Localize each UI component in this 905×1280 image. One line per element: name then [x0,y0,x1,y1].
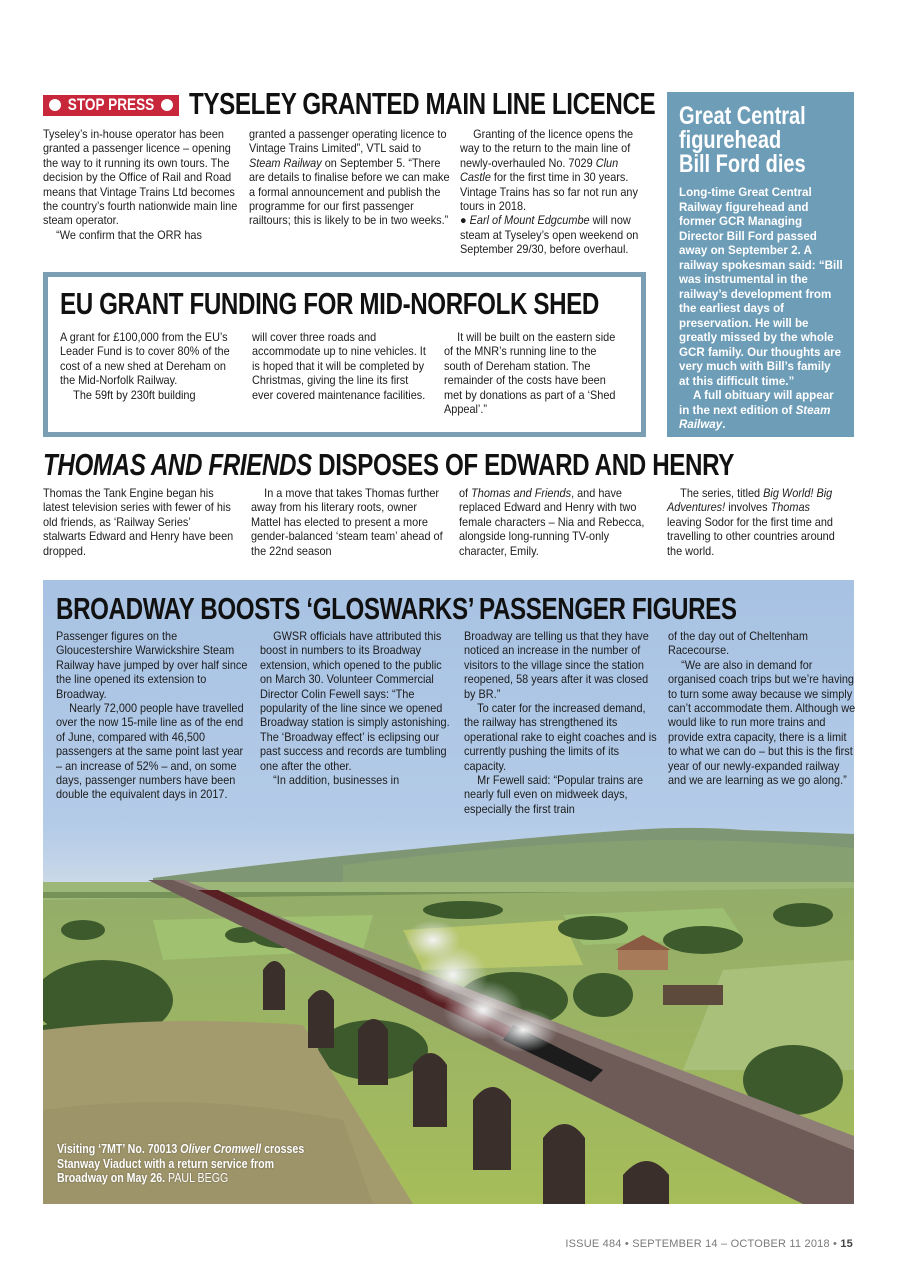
photo-caption: Visiting ‘7MT’ No. 70013 Oliver Cromwell crosses Stanway Viaduct with a return service from Broadway on May 26. PAUL BEGG [57,1142,305,1185]
article-column: In a move that takes Thomas further away from his literary roots, owner Mattel has elected to present a more gender-balanced ‘steam team’ ahead of the 22nd season [251,487,443,558]
page-footer: ISSUE 484 • SEPTEMBER 14 – OCTOBER 11 2018 • 15 [565,1238,853,1250]
headline: BROADWAY BOOSTS ‘GLOSWARKS’ PASSENGER FIGURES [56,591,737,626]
headline: TYSELEY GRANTED MAIN LINE LICENCE [189,86,656,121]
article-column: granted a passenger operating licence to Vintage Trains Limited”, VTL said to Steam Railway on September 5. “There are details to finalise before we can make a formal announcement and publish the programme for our first passenger railtours; this is likely to be in two weeks.” [249,128,450,228]
article-column: It will be built on the eastern side of the MNR’s running line to the south of Dereham station. The remainder of the costs have been met by donations as part of a ‘Shed Appeal’.” [443,331,616,417]
stop-press-section [43,86,656,258]
stop-press-badge: STOP PRESS [43,95,179,116]
bullet-icon [49,99,61,111]
photo-credit: PAUL BEGG [168,1171,229,1185]
article-column: Passenger figures on the Gloucestershire Warwickshire Steam Railway have jumped by over half since the line opened its extension to Broadway. Nearly 72,000 people have travelled over the now 15-mile line as of the end of June, compared with 46,500 passengers at the same point last year – an increase of 52% – and, on some days, passenger numbers have been double the equivalent days in 2017. [56,630,248,802]
bullet-icon [161,99,173,111]
article-column: A grant for £100,000 from the EU’s Leader Fund is to cover 80% of the cost of a new shed at Dereham on the Mid-Norfolk Railway. The 59ft by 230ft building [60,331,230,402]
gcr-body: Long-time Great Central Railway figurehead and former GCR Managing Director Bill Ford passed away on September 2. A railway spokesman said: “Bill was instrumental in the railway’s development from the earliest days of preservation. He will be greatly missed by the whole GCR family. Our thoughts are very much with Bill’s family at this difficult time.” A full obituary will appear in the next edition of Steam Railway. [679,186,843,431]
article-column: Granting of the licence opens the way to the return to the main line of newly-overhauled No. 7029 Clun Castle for the first time in 30 years. Vintage Trains has so far not run any tours in 2018. ● Earl of Mount Edgcumbe will now steam at Tyseley’s open weekend on September 29/30, before overhaul. [460,128,639,257]
gcr-obituary-box [667,92,854,437]
eu-grant-box [43,272,646,437]
viaduct-photo [43,820,854,1204]
article-column: The series, titled Big World! Big Adventures! involves Thomas leaving Sodor for the first time and travelling to other countries around the world. [667,487,835,558]
article-column: of the day out of Cheltenham Racecourse. “We are also in demand for organised coach trips but we’re having to turn some away because we simply can’t accommodate them. Although we would like to run more trains and provide extra capacity, there is a limit to what we can do – but this is the first year of our newly-expanded railway and we are learning as we go along.” [668,630,856,788]
article-column: GWSR officials have attributed this boost in numbers to its Broadway extension, which opened to the public on March 30. Volunteer Commercial Director Colin Fewell says: “The popularity of the line since we opened Broadway station is simply astonishing. The ‘Broadway effect’ is eclipsing our past success and records are tumbling one after the other. “In addition, businesses in [260,630,450,788]
article-column: Broadway are telling us that they have noticed an increase in the number of visitors to the village since the station reopened, 58 years after it was closed by BR.” To cater for the increased demand, the railway has strengthened its operational rake to eight coaches and is currently pushing the limits of its capacity. Mr Fewell said: “Popular trains are nearly full even on midweek days, especially the first train [464,630,657,816]
headline: EU GRANT FUNDING FOR MID-NORFOLK SHED [60,286,600,321]
article-column: Thomas the Tank Engine began his latest television series with fewer of his old friends, as ‘Railway Series’ stalwarts Edward and Henry have been dropped. [43,487,234,558]
gcr-headline: Great Central figurehead Bill Ford dies [679,102,806,178]
issue-dates: SEPTEMBER 14 – OCTOBER 11 2018 [632,1238,830,1250]
article-column: Tyseley’s in-house operator has been granted a passenger licence – opening the way to it running its own tours. The decision by the Office of Rail and Road means that Vintage Trains Ltd becomes the country’s fourth nationwide main line steam operator. “We confirm that the ORR has [43,128,238,242]
thomas-article [43,447,858,559]
broadway-article [43,580,854,1204]
page-number: 15 [840,1238,853,1250]
issue-number: ISSUE 484 [565,1238,622,1250]
article-column: of Thomas and Friends, and have replaced Edward and Henry with two female characters – Nia and Rebecca, alongside long-running TV-only character, Emily. [459,487,645,558]
article-column: will cover three roads and accommodate up to nine vehicles. It is hoped that it will be completed by Christmas, giving the line its first ever covered maintenance facilities. [252,331,427,402]
headline: THOMAS AND FRIENDS DISPOSES OF EDWARD AND HENRY [43,447,734,482]
